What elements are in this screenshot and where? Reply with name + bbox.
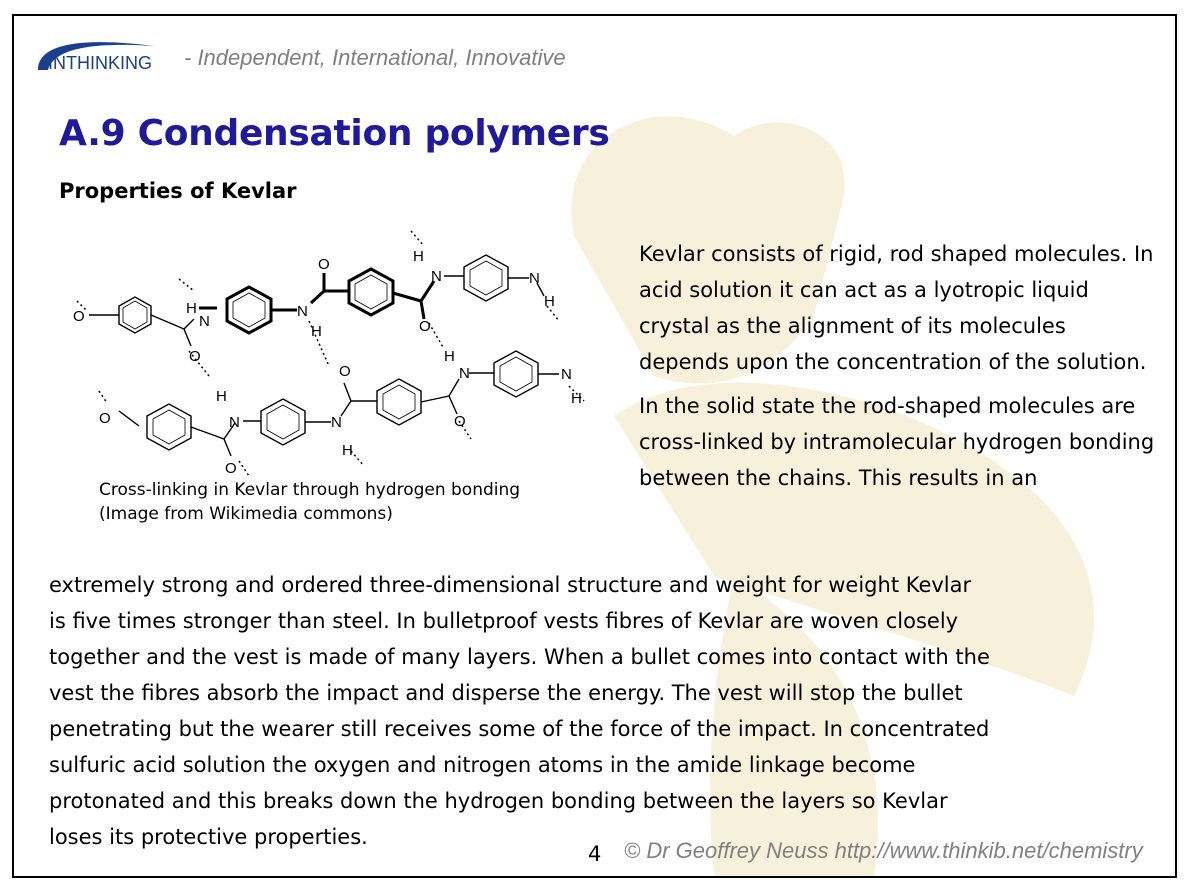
svg-text:H: H xyxy=(444,348,455,365)
benzene-ring xyxy=(261,399,305,445)
svg-text:N: N xyxy=(529,270,540,287)
svg-text:O: O xyxy=(454,413,466,430)
svg-text:O: O xyxy=(73,308,85,325)
svg-text:N: N xyxy=(229,414,240,431)
slide-subtitle: Properties of Kevlar xyxy=(59,179,297,203)
copyright: © Dr Geoffrey Neuss http://www.thinkib.net/chemistry xyxy=(624,838,1143,863)
benzene-ring xyxy=(494,351,538,397)
paragraph-solid-state: In the solid state the rod-shaped molecules are cross-linked by intramolecular hydrogen bonding between the chains. This results in an xyxy=(639,394,1155,490)
svg-text:H: H xyxy=(544,293,555,310)
svg-text:H: H xyxy=(186,300,197,317)
paragraph-kevlar-structure: Kevlar consists of rigid, rod shaped molecules. In acid solution it can act as a lyotropic liquid crystal as the alignment of its molecules depends upon the concentration of the solution. xyxy=(639,242,1154,374)
benzene-ring xyxy=(147,404,191,450)
svg-text:H: H xyxy=(413,248,424,265)
benzene-ring xyxy=(227,287,271,333)
logo-text: INTHINKING xyxy=(48,53,153,73)
svg-text:N: N xyxy=(431,268,442,285)
tagline: - Independent, International, Innovative xyxy=(184,45,566,70)
svg-text:N: N xyxy=(459,365,470,382)
slide xyxy=(12,14,1177,878)
svg-text:O: O xyxy=(339,363,351,380)
svg-text:H: H xyxy=(311,323,322,340)
svg-text:O: O xyxy=(318,256,330,273)
svg-text:O: O xyxy=(225,460,237,477)
inthinking-logo xyxy=(34,36,184,76)
svg-text:H: H xyxy=(571,390,582,407)
svg-text:O: O xyxy=(99,410,111,427)
svg-text:H: H xyxy=(342,442,353,459)
svg-text:N: N xyxy=(331,414,342,431)
benzene-ring xyxy=(349,269,393,315)
body-text: extremely strong and ordered three-dimensional structure and weight for weight Kevlar is five times stronger than steel. In bulletproof vests fibres of Kevlar are woven closely together and the vest is made of many layers. When a bullet comes into contact with the vest the fibres absorb the impact and disperse the energy. The vest will stop the bullet penetrating but the wearer still receives some of the force of the impact. In concentrated sulfuric acid solution the oxygen and nitrogen atoms in the amide linkage become protonated and this breaks down the hydrogen bonding between the layers so Kevlar loses its protective properties. xyxy=(49,573,990,849)
caption-line-2: (Image from Wikimedia commons) xyxy=(99,504,393,524)
benzene-ring xyxy=(119,297,151,333)
kevlar-structure-diagram xyxy=(39,211,609,481)
slide-title: A.9 Condensation polymers xyxy=(59,113,610,154)
page-number: 4 xyxy=(588,842,602,866)
caption-line-1: Cross-linking in Kevlar through hydrogen bonding xyxy=(99,480,521,500)
benzene-ring xyxy=(464,255,508,301)
svg-text:N: N xyxy=(199,313,210,330)
right-column-text xyxy=(639,236,1159,504)
svg-text:H: H xyxy=(216,388,227,405)
figure-caption xyxy=(99,478,520,526)
svg-text:N: N xyxy=(297,303,308,320)
svg-text:N: N xyxy=(561,366,572,383)
svg-text:O: O xyxy=(189,348,201,365)
svg-text:O: O xyxy=(419,318,431,335)
benzene-ring xyxy=(377,379,421,425)
